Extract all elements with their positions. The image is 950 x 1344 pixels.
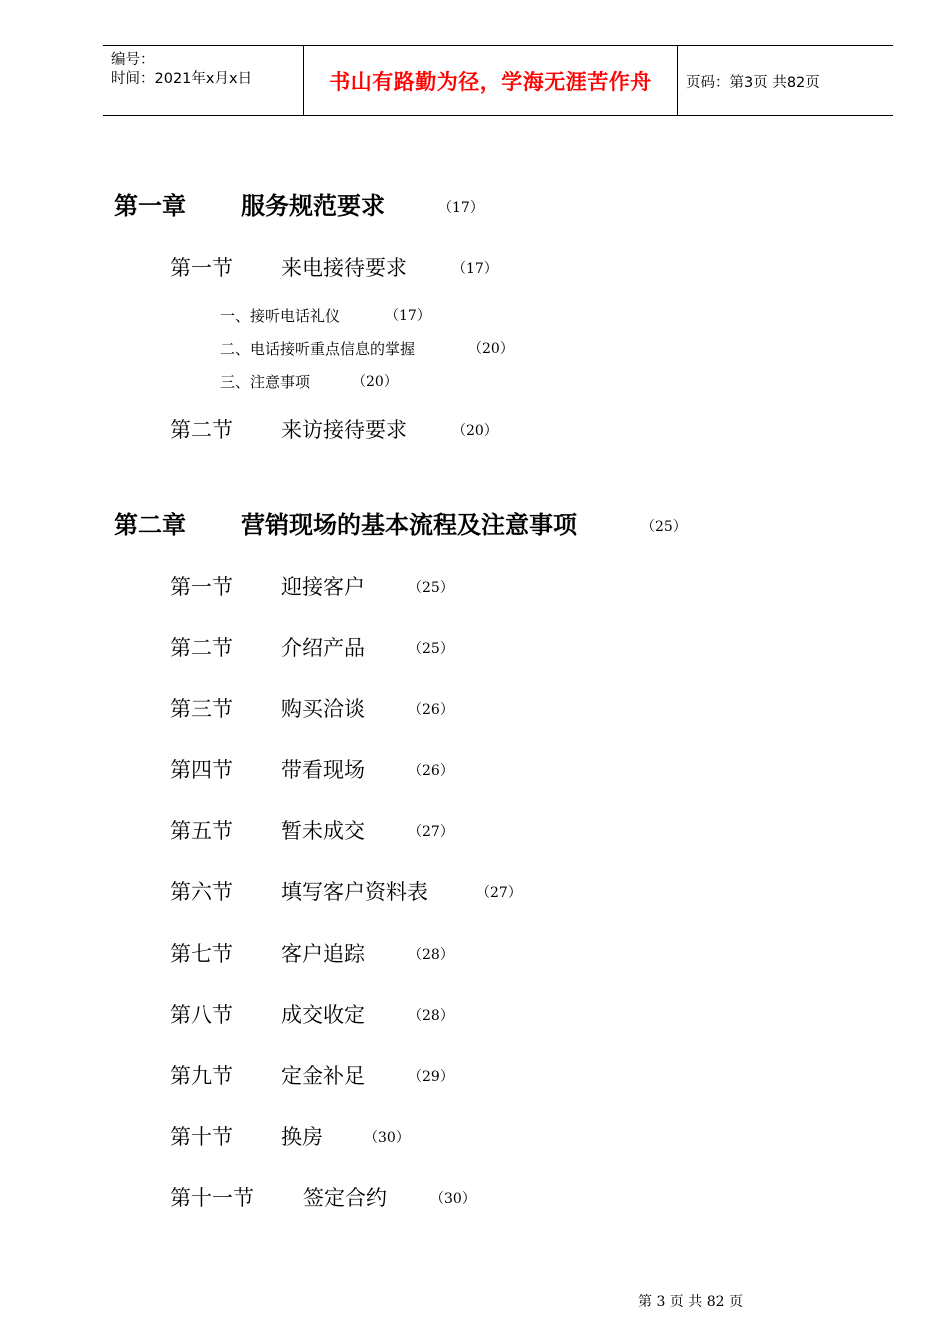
section-page: （28） — [408, 947, 454, 963]
section-label: 第二节 — [170, 418, 233, 442]
section-page: （17） — [452, 261, 498, 277]
header-motto-cell — [304, 46, 678, 115]
document-header — [103, 45, 893, 116]
section-label: 第一节 — [170, 575, 233, 599]
section-title: 填写客户资料表 — [281, 880, 428, 904]
section-page: （28） — [408, 1008, 454, 1024]
section-title: 成交收定 — [281, 1003, 365, 1027]
section-page: （30） — [430, 1191, 476, 1207]
header-motto: 书山有路勤为径，学海无涯苦作舟 — [329, 70, 652, 94]
section-title: 购买洽谈 — [281, 697, 365, 721]
document-date: 时间：2021年x月x日 — [111, 71, 253, 87]
section-label: 第十一节 — [170, 1186, 254, 1210]
section-label: 第五节 — [170, 819, 233, 843]
item-text: 一、接听电话礼仪 — [220, 307, 341, 325]
header-page-info: 页码：第3页 共82页 — [686, 75, 820, 91]
section-page: （25） — [408, 641, 454, 657]
section-page: （30） — [364, 1130, 410, 1146]
header-page-cell — [678, 46, 893, 115]
section-label: 第二节 — [170, 636, 233, 660]
chapter-page: （17） — [438, 200, 484, 216]
section-title: 定金补足 — [281, 1064, 365, 1088]
section-label: 第九节 — [170, 1064, 233, 1088]
item-text: 三、注意事项 — [220, 373, 311, 391]
chapter-title: 营销现场的基本流程及注意事项 — [241, 510, 577, 539]
section-label: 第四节 — [170, 758, 233, 782]
section-page: （20） — [452, 423, 498, 439]
chapter-page: （25） — [641, 519, 687, 535]
section-label: 第十节 — [170, 1125, 233, 1149]
item-text: 二、电话接听重点信息的掌握 — [220, 340, 416, 358]
section-title: 换房 — [281, 1125, 323, 1149]
section-title: 暂未成交 — [281, 819, 365, 843]
section-page: （27） — [408, 824, 454, 840]
section-title: 带看现场 — [281, 758, 365, 782]
section-page: （29） — [408, 1069, 454, 1085]
header-meta-cell — [103, 46, 304, 115]
item-page: （20） — [468, 341, 514, 357]
section-title: 来访接待要求 — [281, 418, 407, 442]
page-footer: 第 3 页 共 82 页 — [638, 1294, 743, 1310]
chapter-title: 服务规范要求 — [241, 191, 385, 220]
section-label: 第一节 — [170, 256, 233, 280]
section-label: 第三节 — [170, 697, 233, 721]
section-page: （25） — [408, 580, 454, 596]
section-page: （26） — [408, 702, 454, 718]
section-title: 客户追踪 — [281, 942, 365, 966]
section-title: 签定合约 — [303, 1186, 387, 1210]
document-number-label: 编号： — [111, 52, 155, 68]
section-page: （26） — [408, 763, 454, 779]
section-title: 迎接客户 — [281, 575, 365, 599]
section-label: 第八节 — [170, 1003, 233, 1027]
section-label: 第七节 — [170, 942, 233, 966]
section-title: 介绍产品 — [281, 636, 365, 660]
chapter-label: 第一章 — [114, 191, 186, 220]
item-page: （17） — [385, 308, 431, 324]
item-page: （20） — [352, 374, 398, 390]
section-title: 来电接待要求 — [281, 256, 407, 280]
chapter-label: 第二章 — [114, 510, 186, 539]
section-label: 第六节 — [170, 880, 233, 904]
section-page: （27） — [476, 885, 522, 901]
